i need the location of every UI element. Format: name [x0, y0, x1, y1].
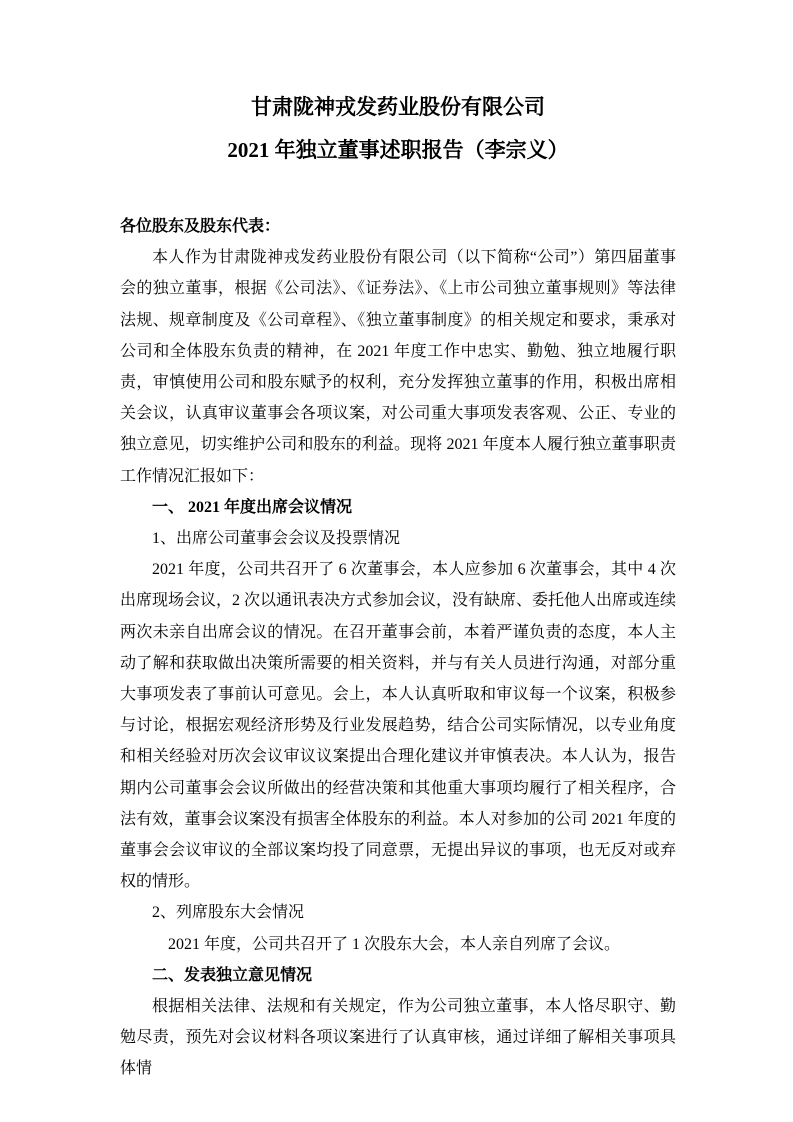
document-body: [120, 211, 676, 1085]
sub-heading: 1、出席公司董事会会议及投票情况: [152, 530, 401, 548]
paragraph: 2021 年度，公司共召开了 1 次股东大会，本人亲自列席了会议。: [168, 935, 621, 953]
paragraph: 根据相关法律、法规和有关规定，作为公司独立董事，本人恪尽职守、勤勉尽责，预先对会议材料各项议案进行了认真审核，通过详细了解相关事项具体情: [120, 998, 676, 1078]
salutation: 各位股东及股东代表：: [120, 218, 281, 235]
document-title-report: 2021 年独立董事述职报告（李宗义）: [227, 138, 569, 162]
document-title-company: 甘肃陇神戎发药业股份有限公司: [251, 95, 545, 119]
section-heading: 一、 2021 年度出席会议情况: [152, 498, 353, 516]
paragraph: 2021 年度，公司共召开了 6 次董事会，本人应参加 6 次董事会，其中 4 次出席现场会议，2 次以通讯表决方式参加会议，没有缺席、委托他人出席或连续两次未亲自出席会议的情况。在召开董事会前，本着严谨负责的态度，本人主动了解和获取做出决策所需要的相关资料，并与有关人员进行沟通，对部分重大事项发表了事前认可意见。会上，本人认真听取和审议每一个议案，积极参与讨论，根据宏观经济形势及行业发展趋势，结合公司实际情况，以专业角度和相关经验对历次会议审议议案提出合理化建议并审慎表决。本人认为，报告期内公司董事会会议所做出的经营决策和其他重大事项均履行了相关程序，合法有效，董事会议案没有损害全体股东的利益。本人对参加的公司 2021 年度的董事会会议审议的全部议案均投了同意票，无提出异议的事项，也无反对或弃权的情形。: [120, 561, 677, 891]
sub-heading: 2、列席股东大会情况: [152, 904, 305, 922]
paragraph: 本人作为甘肃陇神戎发药业股份有限公司（以下简称“公司”）第四届董事会的独立董事，根据《公司法》、《证券法》、《上市公司独立董事规则》等法律法规、规章制度及《公司章程》、《独立董事制度》的相关规定和要求，秉承对公司和全体股东负责的精神，在 2021 年度工作中忠实、勤勉、独立地履行职责，审慎使用公司和股东赋予的权利，充分发挥独立董事的作用，积极出席相关会议，认真审议董事会各项议案，对公司重大事项发表客观、公正、专业的独立意见，切实维护公司和股东的利益。现将 2021 年度本人履行独立董事职责工作情况汇报如下：: [120, 249, 676, 485]
section-heading: 二、发表独立意见情况: [152, 966, 313, 984]
